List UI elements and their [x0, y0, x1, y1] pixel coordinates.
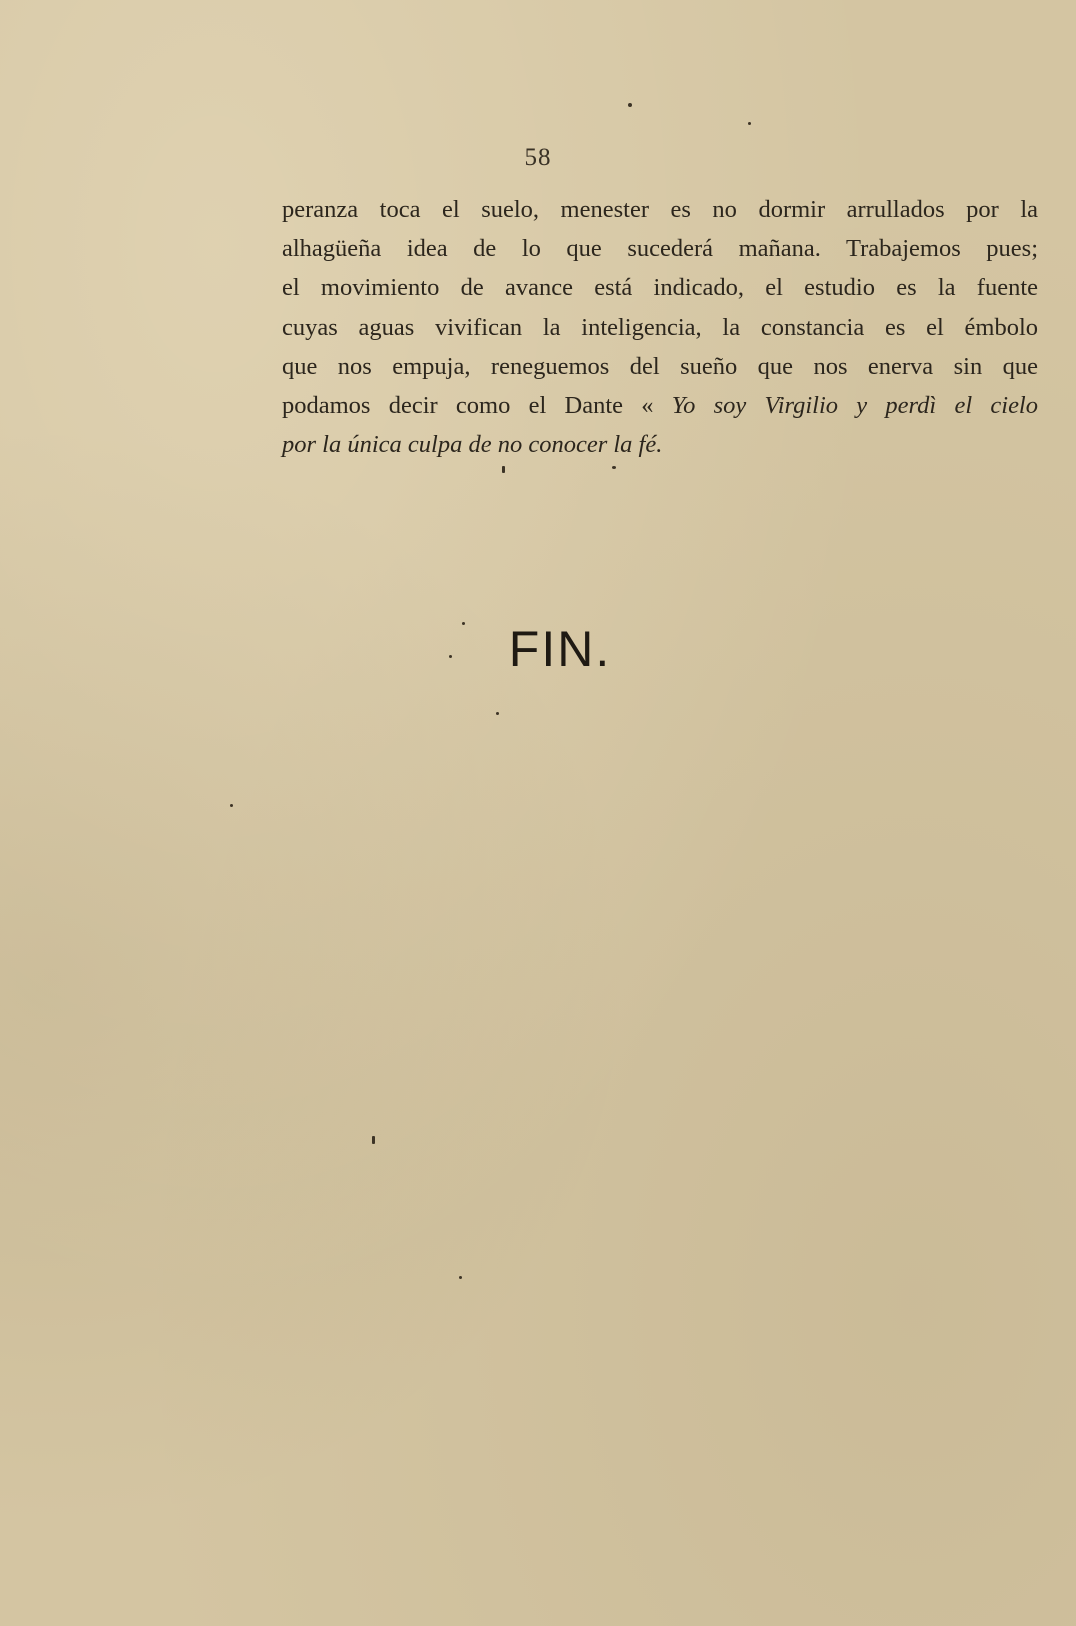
paragraph-line-text: alhagüeña idea de lo que sucederá mañana. Trabajemos pues; [282, 235, 1038, 263]
paper-speck [372, 1136, 375, 1144]
paper-speck [612, 466, 616, 469]
paragraph-line [282, 229, 1038, 268]
dante-quote-start: Yo soy Virgilio y perdì el cielo [671, 392, 1038, 420]
paragraph-line [282, 386, 1038, 425]
paper-speck [449, 655, 452, 658]
paragraph-line [282, 190, 1038, 229]
paragraph-line-text: peranza toca el suelo, menester es no dormir arrullados por la [282, 196, 1038, 223]
paragraph-line-text: que nos empuja, reneguemos del sueño que nos enerva sin que [282, 352, 1038, 380]
paragraph-line-text: cuyas aguas vivifican la inteligencia, la constancia es el émbolo [282, 313, 1038, 341]
paragraph-line-text: el movimiento de avance está indicado, el estudio es la fuente [282, 274, 1038, 302]
page-number: 58 [524, 144, 552, 171]
paper-speck [462, 622, 465, 625]
paper-speck [502, 466, 505, 473]
paper-speck [230, 804, 233, 807]
closing-fin: FIN. [508, 621, 612, 677]
paper-speck [748, 122, 751, 125]
paper-speck [459, 1276, 462, 1279]
paragraph-line [282, 347, 1038, 386]
paragraph-line [282, 268, 1038, 307]
dante-quote-end: por la única culpa de no conocer la fé. [282, 431, 663, 459]
paper-speck [628, 103, 632, 107]
paragraph-line-last [282, 425, 1038, 464]
paper-speck [496, 712, 499, 715]
body-paragraph [282, 190, 1038, 464]
paragraph-line-text: podamos decir como el Dante « [282, 392, 654, 420]
paragraph-line [282, 308, 1038, 347]
